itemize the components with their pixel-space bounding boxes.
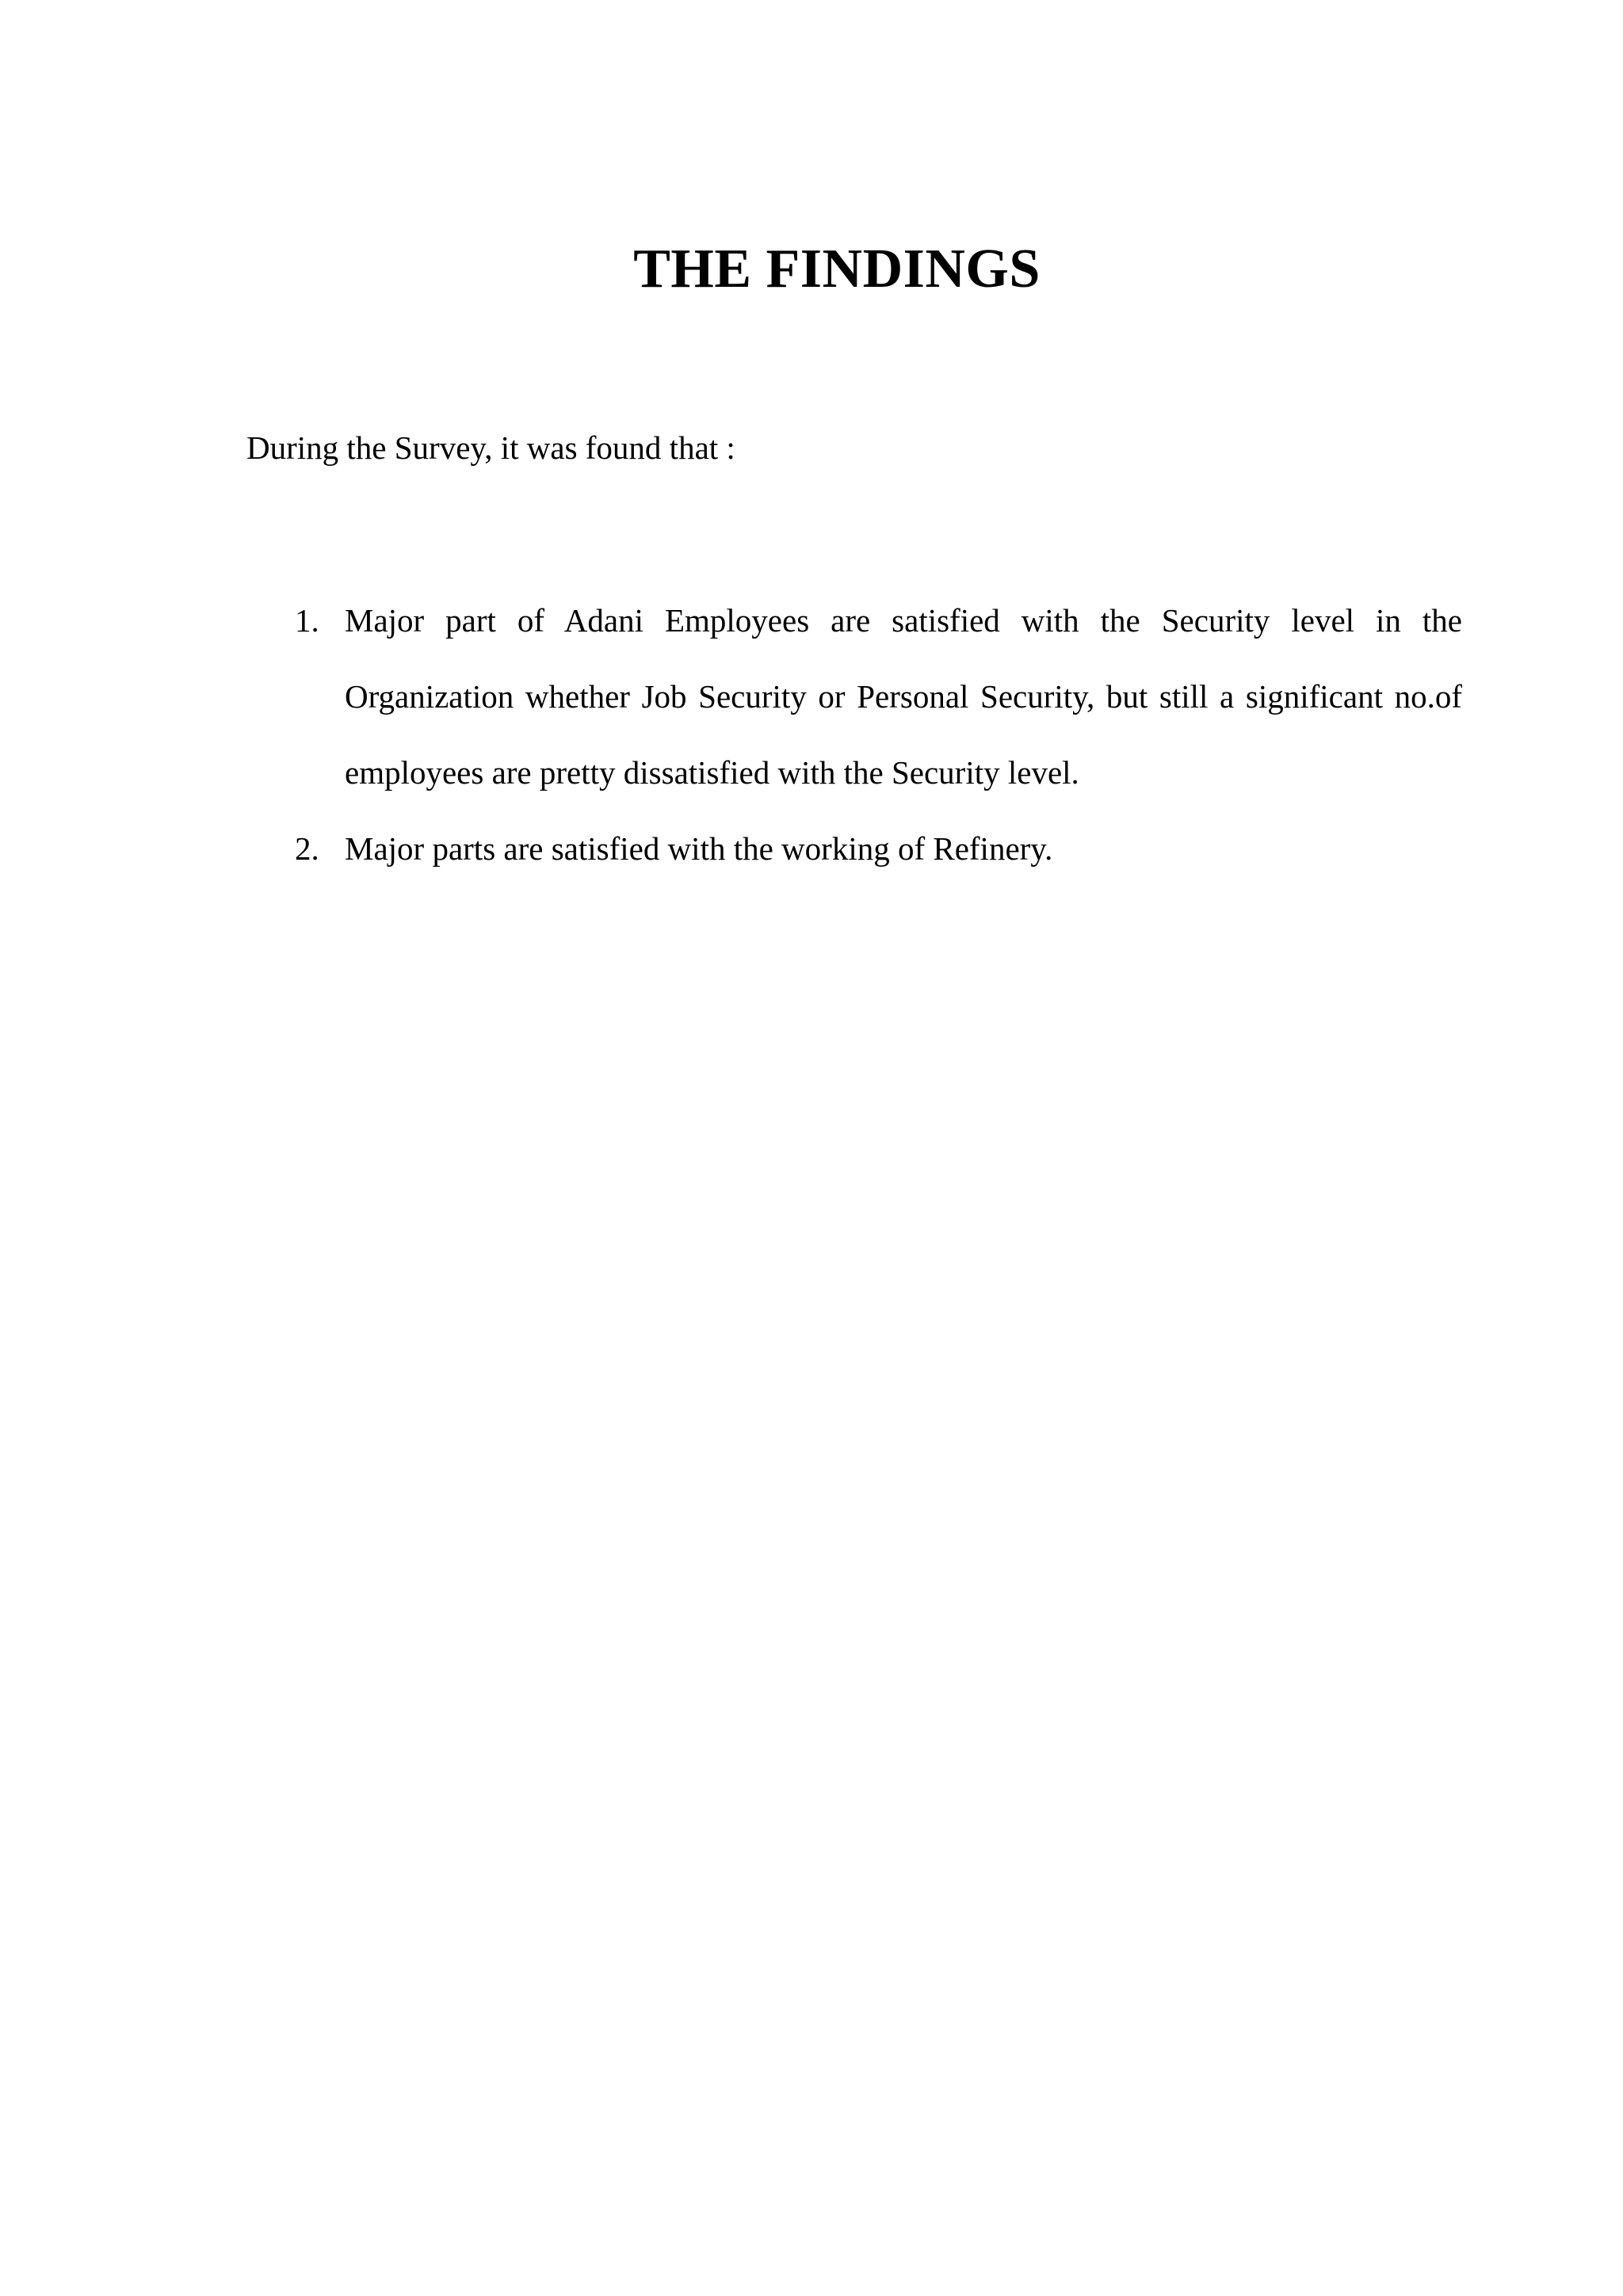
- page-title: THE FINDINGS: [633, 238, 1041, 299]
- finding-item-1: [0, 582, 1462, 810]
- finding-item-2: [0, 810, 1462, 887]
- findings-list: [0, 582, 1462, 887]
- finding-number: 2.: [295, 830, 319, 867]
- intro-paragraph: During the Survey, it was found that :: [246, 429, 735, 466]
- finding-text: Major parts are satisfied with the working of Refinery.: [345, 830, 1053, 867]
- finding-text: Major part of Adani Employees are satisfied with the Security level in the Organization whether Job Security or Personal Security, but still a significant no.of employees are pretty dissatisfied with the Security level.: [345, 602, 1462, 791]
- finding-number: 1.: [295, 602, 319, 639]
